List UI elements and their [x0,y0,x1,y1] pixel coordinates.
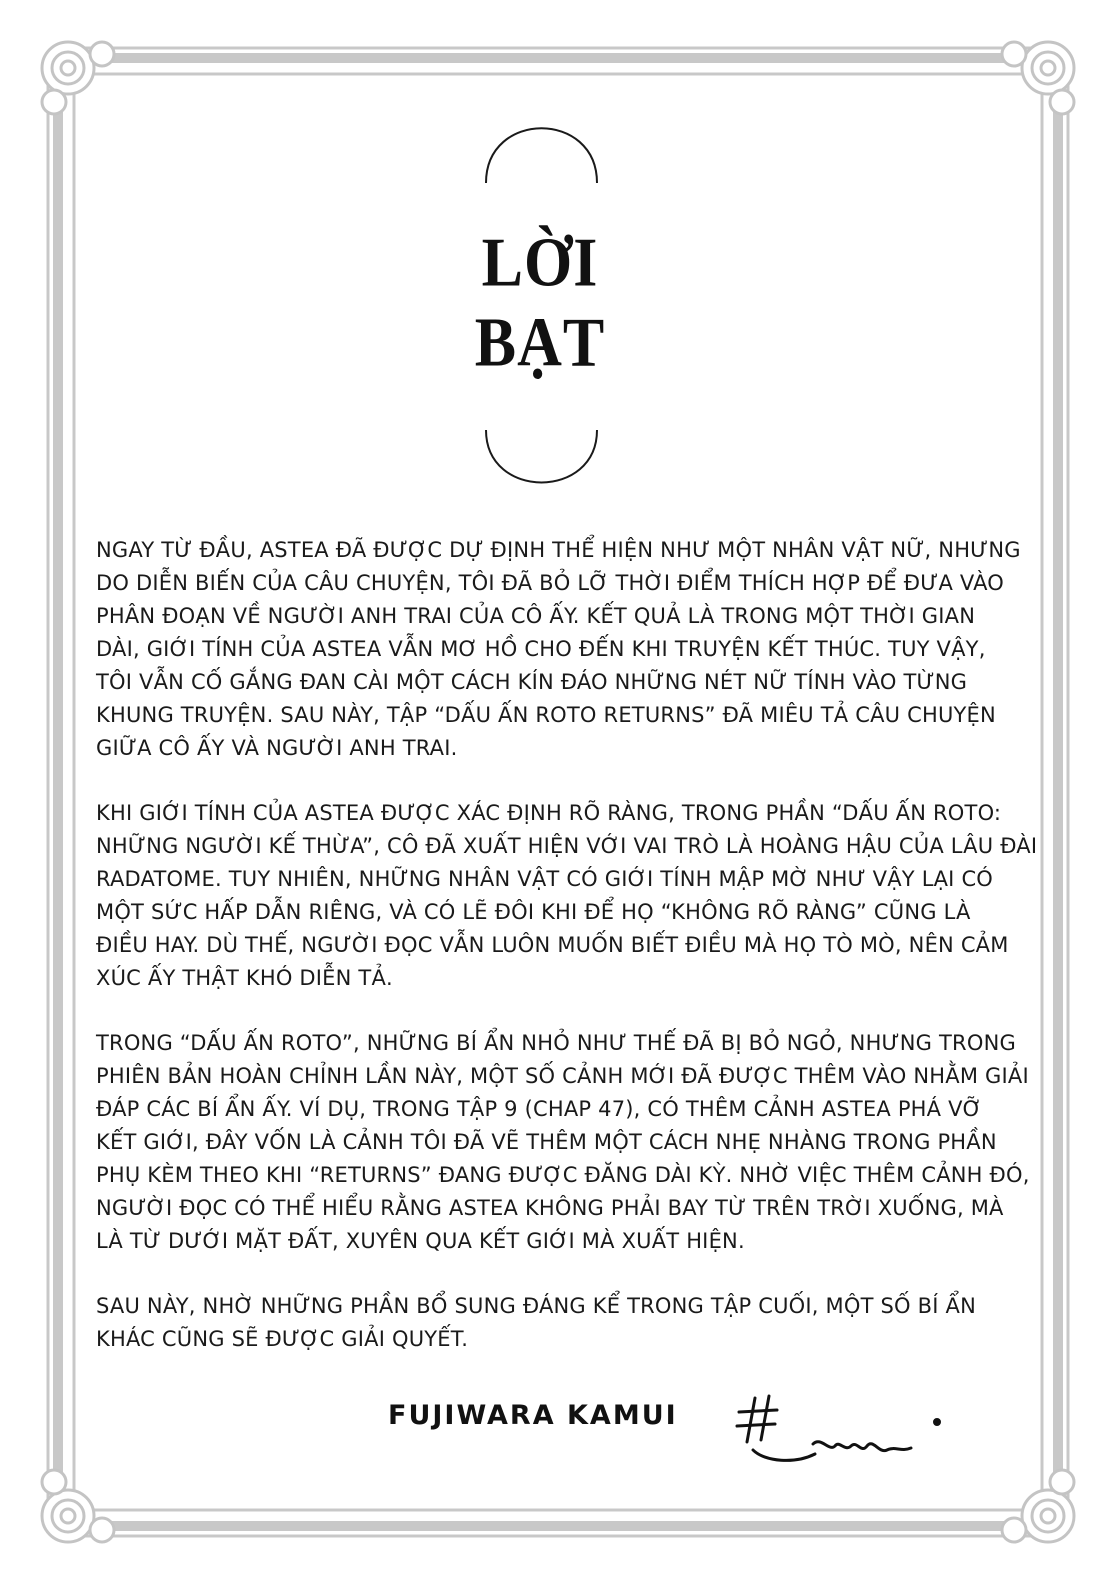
text-line: ĐIỀU HAY. DÙ THẾ, NGƯỜI ĐỌC VẪN LUÔN MUỐN BIẾT ĐIỀU MÀ HỌ TÒ MÒ, NÊN CẢM [96,933,1009,957]
paragraph-1 [96,534,1026,765]
page-title-line1: LỜI [481,224,599,302]
text-line: KHÁC CŨNG SẼ ĐƯỢC GIẢI QUYẾT. [96,1327,469,1351]
text-line: LÀ TỪ DƯỚI MẶT ĐẤT, XUYÊN QUA KẾT GIỚI MÀ XUẤT HIỆN. [96,1229,745,1253]
text-line: ĐÁP CÁC BÍ ẨN ẤY. VÍ DỤ, TRONG TẬP 9 (CHAP 47), CÓ THÊM CẢNH ASTEA PHÁ VỠ [96,1097,983,1121]
text-line: TÔI VẪN CỐ GẮNG ĐAN CÀI MỘT CÁCH KÍN ĐÁO NHỮNG NÉT NỮ TÍNH VÀO TỪNG [96,670,968,694]
text-line: NGƯỜI ĐỌC CÓ THỂ HIỂU RẰNG ASTEA KHÔNG PHẢI BAY TỪ TRÊN TRỜI XUỐNG, MÀ [96,1196,1004,1220]
text-line: PHIÊN BẢN HOÀN CHỈNH LẦN NÀY, MỘT SỐ CẢNH MỚI ĐÃ ĐƯỢC THÊM VÀO NHẰM GIẢI [96,1064,1029,1088]
text-line: MỘT SỨC HẤP DẪN RIÊNG, VÀ CÓ LẼ ĐÔI KHI ĐỂ HỌ “KHÔNG RÕ RÀNG” CŨNG LÀ [96,900,971,924]
text-line: KHUNG TRUYỆN. SAU NÀY, TẬP “DẤU ẤN ROTO RETURNS” ĐÃ MIÊU TẢ CÂU CHUYỆN [96,703,996,727]
text-line: KẾT GIỚI, ĐÂY VỐN LÀ CẢNH TÔI ĐÃ VẼ THÊM MỘT CÁCH NHẸ NHÀNG TRONG PHẦN [96,1130,997,1154]
paragraph-4 [96,1290,1026,1356]
paragraph-3 [96,1027,1030,1258]
text-line: DÀI, GIỚI TÍNH CỦA ASTEA VẪN MƠ HỒ CHO ĐẾN KHI TRUYỆN KẾT THÚC. TUY VẬY, [96,637,986,661]
text-line: NGAY TỪ ĐẦU, ASTEA ĐÃ ĐƯỢC DỰ ĐỊNH THỂ HIỆN NHƯ MỘT NHÂN VẬT NỮ, NHƯNG [96,538,1021,562]
author-name: FUJIWARA KAMUI [388,1400,678,1431]
text-line: PHÂN ĐOẠN VỀ NGƯỜI ANH TRAI CỦA CÔ ẤY. KẾT QUẢ LÀ TRONG MỘT THỜI GIAN [96,604,976,628]
text-line: PHỤ KÈM THEO KHI “RETURNS” ĐANG ĐƯỢC ĐĂNG DÀI KỲ. NHỜ VIỆC THÊM CẢNH ĐÓ, [96,1163,1030,1187]
page-title-line2: BẠT [474,304,606,382]
text-line: DO DIỄN BIẾN CỦA CÂU CHUYỆN, TÔI ĐÃ BỎ LỠ THỜI ĐIỂM THÍCH HỢP ĐỂ ĐƯA VÀO [96,571,1005,595]
paragraph-2 [96,797,1038,995]
text-line: GIỮA CÔ ẤY VÀ NGƯỜI ANH TRAI. [96,736,458,760]
afterword-body [96,534,1038,1388]
text-line: XÚC ẤY THẬT KHÓ DIỄN TẢ. [96,966,393,990]
handwritten-signature [725,1380,955,1480]
text-line: RADATOME. TUY NHIÊN, NHỮNG NHÂN VẬT CÓ GIỚI TÍNH MẬP MỜ NHƯ VẬY LẠI CÓ [96,867,994,891]
text-line: TRONG “DẤU ẤN ROTO”, NHỮNG BÍ ẨN NHỎ NHƯ THẾ ĐÃ BỊ BỎ NGỎ, NHƯNG TRONG [96,1031,1016,1055]
text-line: NHỮNG NGƯỜI KẾ THỪA”, CÔ ĐÃ XUẤT HIỆN VỚI VAI TRÒ LÀ HOÀNG HẬU CỦA LÂU ĐÀI [96,834,1038,858]
text-line: SAU NÀY, NHỜ NHỮNG PHẦN BỔ SUNG ĐÁNG KỂ TRONG TẬP CUỐI, MỘT SỐ BÍ ẨN [96,1294,976,1318]
text-line: KHI GIỚI TÍNH CỦA ASTEA ĐƯỢC XÁC ĐỊNH RÕ RÀNG, TRONG PHẦN “DẤU ẤN ROTO: [96,801,1002,825]
